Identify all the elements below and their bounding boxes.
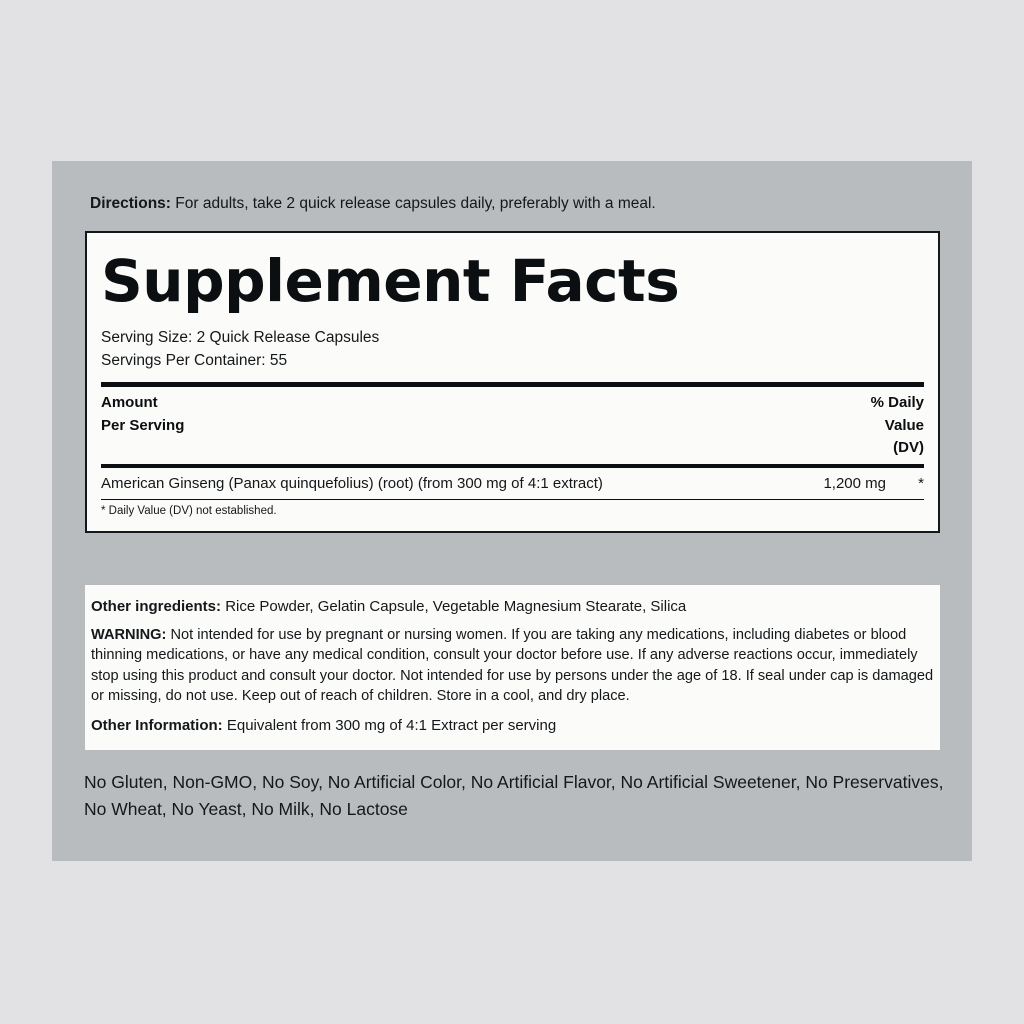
amount-header-row [101,387,924,464]
other-information-label: Other Information: [91,716,223,734]
serving-size: Serving Size: 2 Quick Release Capsules [101,328,380,346]
other-information-line [91,712,934,738]
directions-line [90,194,950,213]
servings-per-container: Servings Per Container: 55 [101,352,288,370]
ingredient-name: American Ginseng (Panax quinquefolius) (root) (from 300 mg of 4:1 extract) [101,474,603,492]
free-from-claims: No Gluten, Non-GMO, No Soy, No Artificial Color, No Artificial Flavor, No Artificial Sweetener, No Preservatives, No Wheat, No Yeast, No Milk, No Lactose [84,772,944,820]
supplement-facts-panel [85,231,940,533]
other-ingredients-line [91,593,934,623]
amount-header-line2: Per Serving [101,416,185,434]
additional-info-panel [85,585,940,750]
ingredient-daily-value: * [918,474,924,492]
amount-header-line1: Amount [101,394,158,412]
supplement-label-card [52,161,972,861]
warning-line [91,623,934,712]
directions-label: Directions: [90,195,171,212]
other-information-text: Equivalent from 300 mg of 4:1 Extract per serving [226,716,557,734]
amount-per-serving-header [101,392,184,437]
warning-text: Not intended for use by pregnant or nursing women. If you are taking any medications, including diabetes or blood thinning medications, or have any medical condition, consult your doctor before use. If any adverse reactions occur, immediately stop using this product and consult your doctor. Not intended for use by persons under the age of 18. If seal under cap is damaged or missing, do not use. Keep out of reach of children. Store in a cool, and dry place. [91,627,934,704]
daily-value-footnote: * Daily Value (DV) not established. [101,504,277,517]
other-ingredients-label: Other ingredients: [91,598,222,615]
daily-value-line3: (DV) [893,439,924,457]
supplement-facts-inner [87,233,938,531]
daily-value-line1: % Daily [870,394,924,412]
other-ingredients-text: Rice Powder, Gelatin Capsule, Vegetable Magnesium Stearate, Silica [225,598,687,615]
ingredient-amount: 1,200 mg [823,474,886,492]
daily-value-line2: Value [884,416,924,434]
warning-label: WARNING: [91,627,167,644]
supplement-facts-title: Supplement Facts [101,247,680,315]
daily-value-header [871,392,924,460]
directions-text: For adults, take 2 quick release capsules daily, preferably with a meal. [175,195,656,212]
table-row [101,468,924,499]
